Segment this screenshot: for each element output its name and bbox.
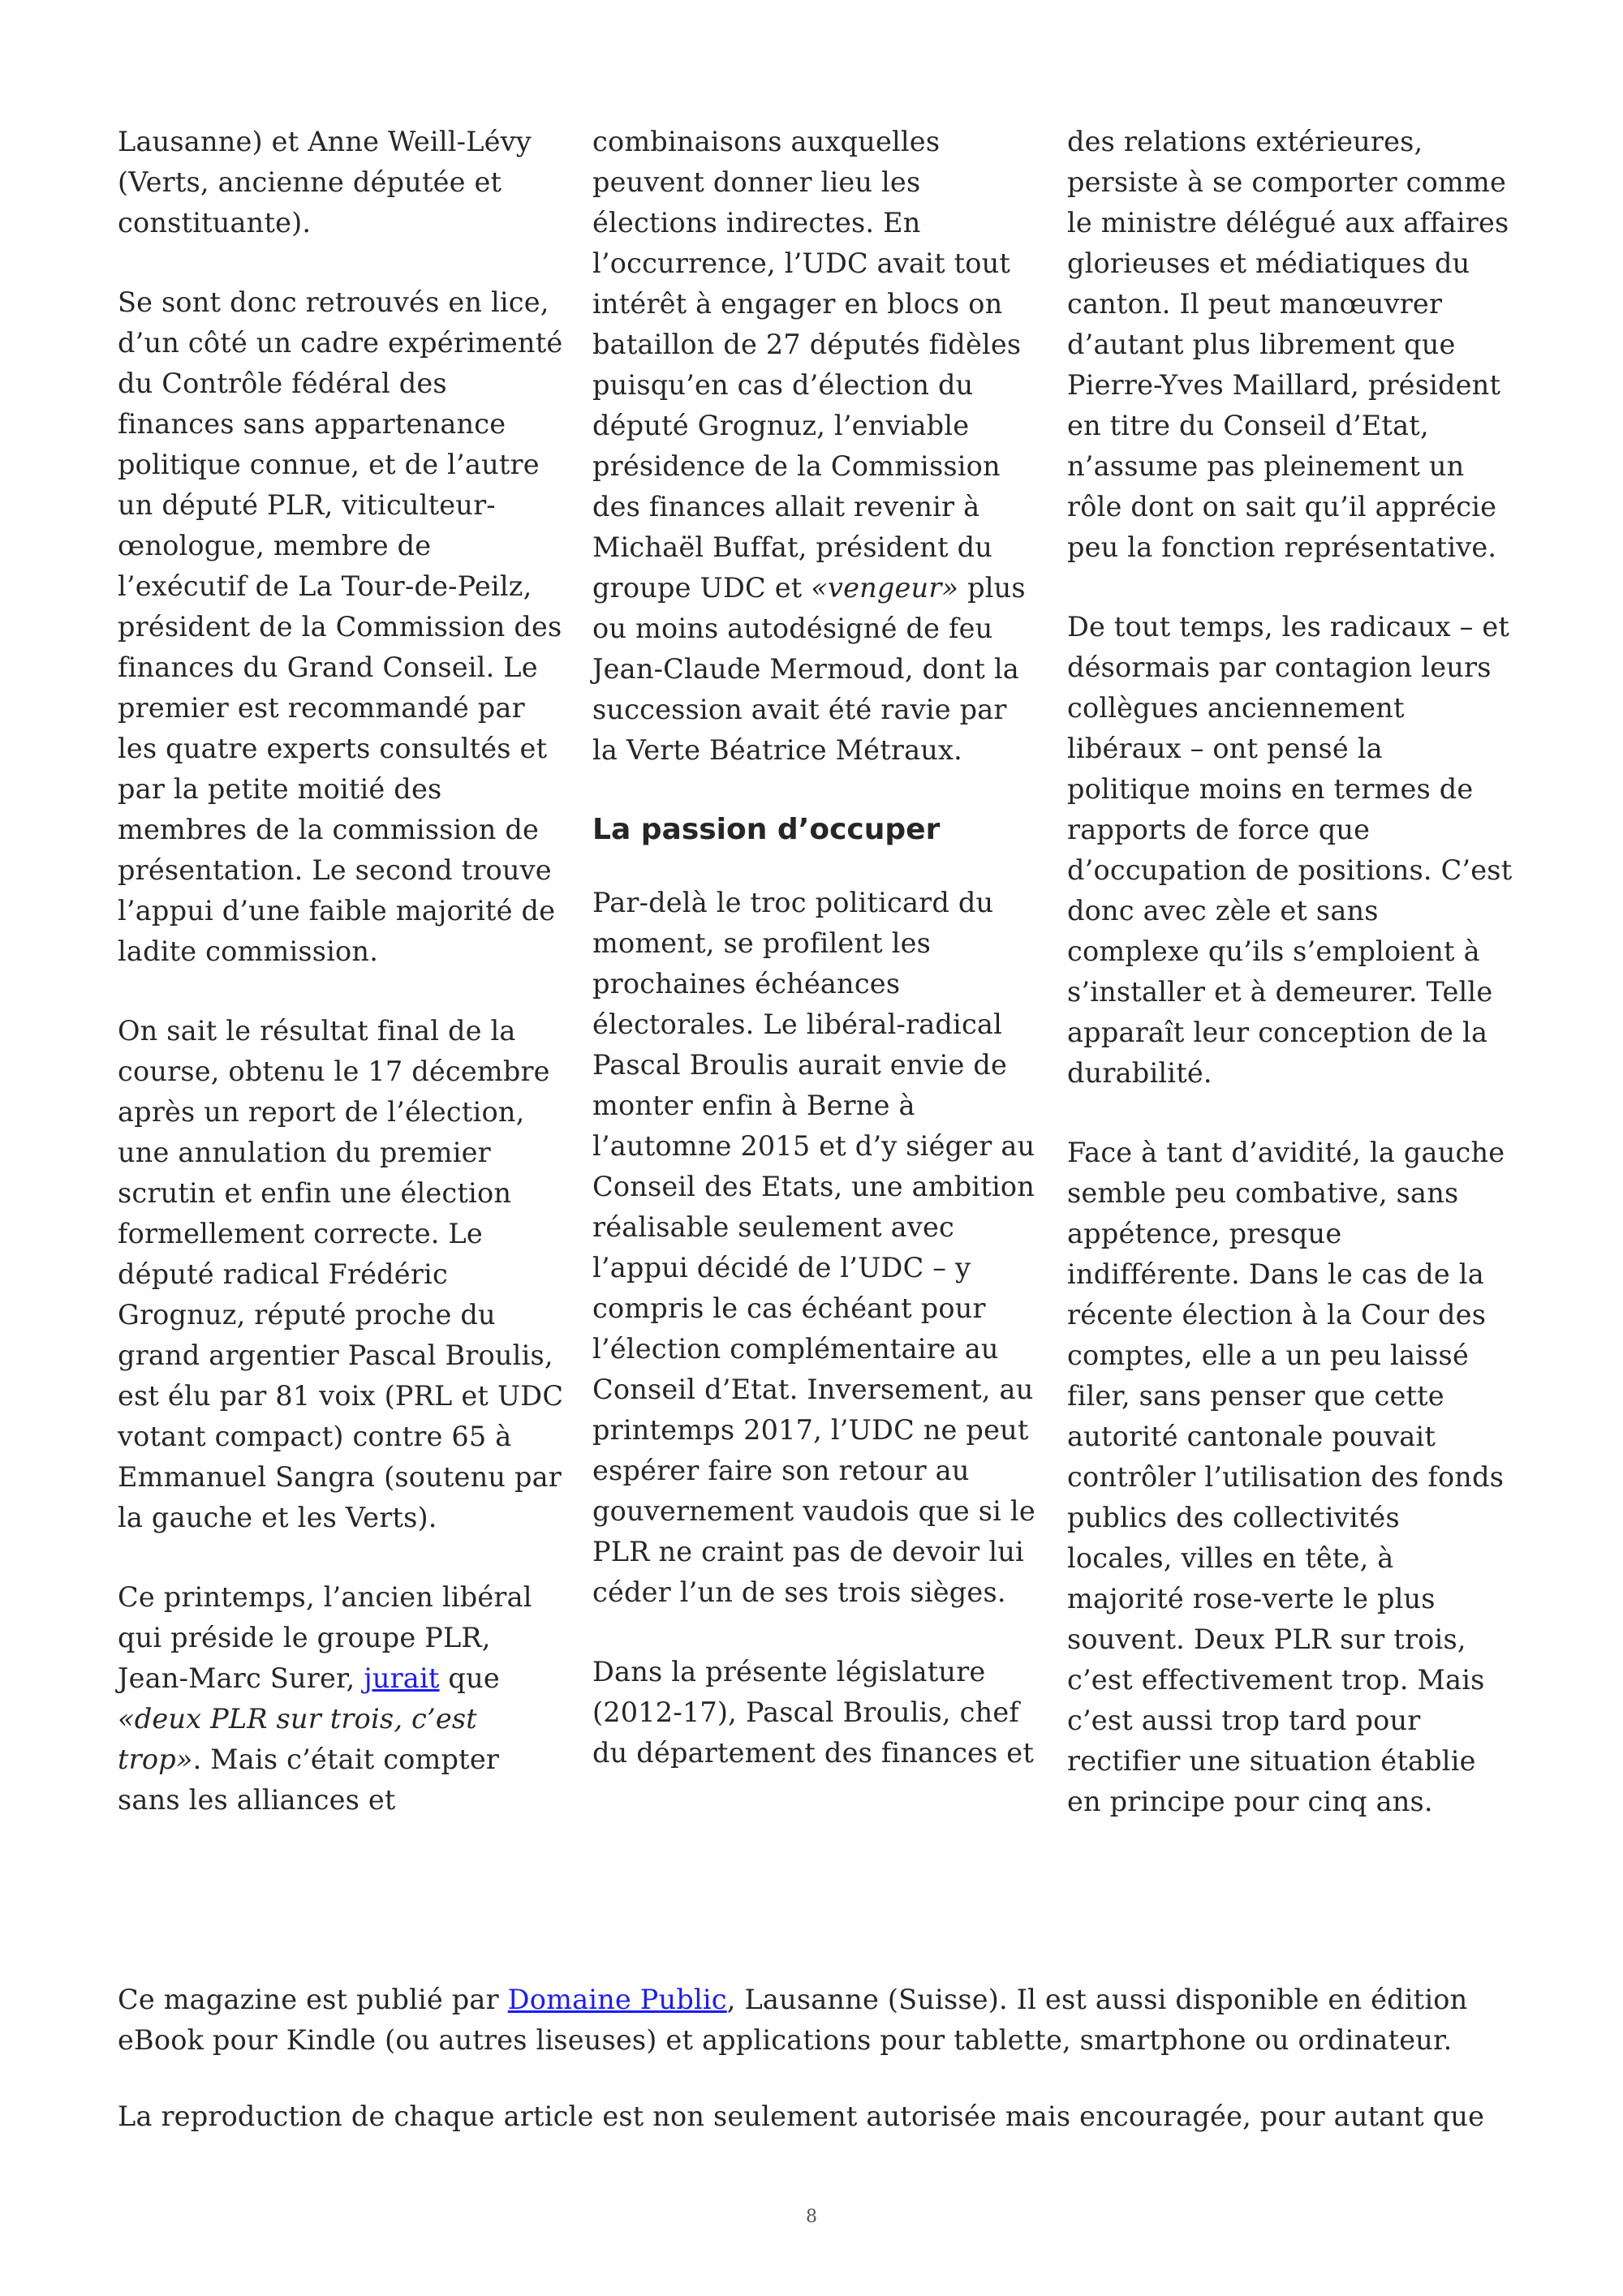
paragraph: Se sont donc retrouvés en lice, d’un côté un cadre expérimenté du Contrôle fédéral des finances sans appartenance politique connue, et de l’autre un député PLR, viticulteur-œnologue, membre de l’exécutif de La Tour-de-Peilz, président de la Commission des finances du Grand Conseil. Le premier est recommandé par les quatre experts consultés et par la petite moitié des membres de la commission de présentation. Le second trouve l’appui d’une faible majorité de ladite commission. [118,286,563,967]
text: Ce magazine est publié par [118,1984,499,2015]
paragraph: Face à tant d’avidité, la gauche semble peu combative, sans appétence, presque indifférente. Dans le cas de la récente élection à la Cour des comptes, elle a un peu laissé filer, sans penser que cette autorité cantonale pouvait contrôler l’utilisation des fonds publics des collectivités locales, villes en tête, à majorité rose-verte le plus souvent. Deux PLR sur trois, c’est effectivement trop. Mais c’est aussi trop tard pour rectifier une situation établie en principe pour cinq ans. [1067,1137,1505,1817]
paragraph [118,1577,564,1821]
text: , Lausanne (Suisse). Il est aussi disponible en édition eBook pour Kindle (ou autres liseuses) et applications pour tablette, smartphone ou ordinateur. [118,1984,1468,2056]
page-number: 8 [806,2207,817,2227]
publisher-footer [118,1980,1513,2173]
paragraph: des relations extérieures, persiste à se comporter comme le ministre délégué aux affaires glorieuses et médiatiques du canton. Il peut manœuvrer d’autant plus librement que Pierre-Yves Maillard, président en titre du Conseil d’Etat, n’assume pas pleinement un rôle dont on sait qu’il apprécie peu la fonction représentative. [1067,126,1509,563]
footer-paragraph: La reproduction de chaque article est non seulement autorisée mais encouragée, pour autant que [118,2100,1485,2132]
paragraph: De tout temps, les radicaux – et désormais par contagion leurs collègues anciennement libéraux – ont pensé la politique moins en termes de rapports de force que d’occupation de positions. C’est donc avec zèle et sans complexe qu’ils s’emploient à s’installer et à demeurer. Telle apparaît leur conception de la durabilité. [1067,611,1513,1089]
text: combinaisons auxquelles peuvent donner lieu les élections indirectes. En l’occurrence, l’UDC avait tout intérêt à engager en blocs on bataillon de 27 députés fidèles puisqu’en cas d’élection du député Grognuz, l’enviable présidence de la Commission des finances allait revenir à Michaël Buffat, président du groupe UDC et [592,126,1022,604]
paragraph: Dans la présente législature (2012-17), Pascal Broulis, chef du département des finances et [592,1656,1034,1769]
quote: «deux PLR sur trois, c’est trop» [118,1703,477,1775]
column-2 [592,122,1039,1861]
domaine-public-link[interactable]: Domaine Public [507,1984,727,2015]
paragraph: On sait le résultat final de la course, obtenu le 17 décembre après un report de l’élection, une annulation du premier scrutin et enfin une élection formellement correcte. Le député radical Frédéric Grognuz, réputé proche du grand argentier Pascal Broulis, est élu par 81 voix (PRL et UDC votant compact) contre 65 à Emmanuel Sangra (soutenu par la gauche et les Verts). [118,1015,564,1533]
column-3 [1067,122,1513,1861]
text: plus ou moins autodésigné de feu Jean-Claude Mermoud, dont la succession avait été ravie par la Verte Béatrice Métraux. [592,572,1026,766]
quote: «vengeur» [811,572,959,604]
text: que [448,1662,500,1694]
footer-paragraph [118,1980,1513,2061]
jurait-link[interactable]: jurait [364,1662,440,1694]
column-1 [118,122,564,1861]
text: . Mais c’était compter sans les alliances et [118,1743,500,1816]
section-heading: La passion d’occuper [592,813,941,846]
paragraph [592,122,1039,771]
article-columns [118,122,1513,1825]
paragraph: Par-delà le troc politicard du moment, se profilent les prochaines échéances électorales. Le libéral-radical Pascal Broulis aurait envie de monter enfin à Berne à l’automne 2015 et d’y siéger au Conseil des Etats, une ambition réalisable seulement avec l’appui décidé de l’UDC – y compris le cas échéant pour l’élection complémentaire au Conseil d’Etat. Inversement, au printemps 2017, l’UDC ne peut espérer faire son retour au gouvernement vaudois que si le PLR ne craint pas de devoir lui céder l’un de ses trois sièges. [592,887,1035,1608]
paragraph: Lausanne) et Anne Weill-Lévy (Verts, ancienne députée et constituante). [118,126,532,239]
text: Ce printemps, l’ancien libéral qui préside le groupe PLR, Jean-Marc Surer, [118,1581,532,1694]
